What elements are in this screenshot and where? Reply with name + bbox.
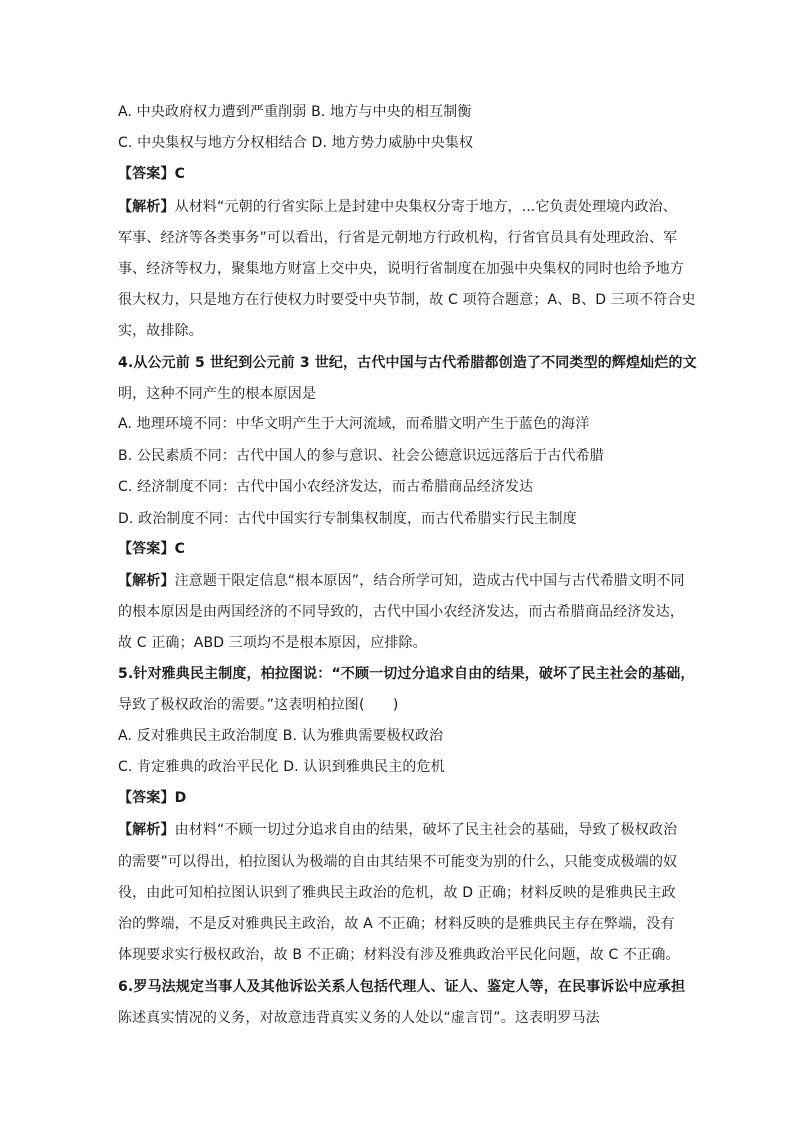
analysis-text: 注意题干限定信息“根本原因”，结合所学可知，造成古代中国与古代希腊文明不同 — [174, 573, 685, 589]
q4-option-d: D. 政治制度不同：古代中国实行专制集权制度，而古代希腊实行民主制度 — [118, 511, 577, 527]
q4-option-a: A. 地理环境不同：中华文明产生于大河流域，而希腊文明产生于蓝色的海洋 — [118, 416, 590, 432]
answer-value: D — [174, 790, 187, 806]
q3-option-ab: A. 中央政府权力遭到严重削弱 B. 地方与中央的相互制衡 — [118, 104, 472, 120]
q4-stem-line-1: 4.从公元前 5 世纪到公元前 3 世纪，古代中国与古代希腊都创造了不同类型的辉煌灿烂的文 — [118, 355, 697, 371]
answer-label: 【答案】 — [118, 790, 175, 806]
analysis-text: 由材料“不顾一切过分追求自由的结果，破坏了民主社会的基础，导致了极权政治 — [174, 822, 678, 838]
q5-analysis-line-1 — [118, 820, 688, 840]
answer-value: C — [174, 166, 186, 182]
q5-stem-line-1: 5.针对雅典民主制度，柏拉图说：“不顾一切过分追求自由的结果，破坏了民主社会的基础， — [118, 666, 695, 682]
q3-analysis-line-5: 实，故排除。 — [118, 323, 203, 339]
q5-analysis-line-2: 的需要”可以得出，柏拉图认为极端的自由其结果不可能变为别的什么，只能变成极端的奴 — [118, 854, 678, 870]
answer-label: 【答案】 — [118, 166, 175, 182]
q3-analysis-line-3: 事、经济等权力，聚集地方财富上交中央，说明行省制度在加强中央集权的同时也给予地方 — [118, 261, 684, 277]
answer-label: 【答案】 — [118, 541, 175, 557]
q3-answer — [118, 164, 688, 184]
q4-analysis-line-3: 故 C 正确；ABD 三项均不是根本原因，应排除。 — [118, 635, 427, 651]
q5-option-cd: C. 肯定雅典的政治平民化 D. 认识到雅典民主的危机 — [118, 759, 445, 775]
q3-analysis-line-2: 军事、经济等各类事务”可以看出，行省是元朝地方行政机构，行省官员具有处理政治、军 — [118, 230, 678, 246]
q3-analysis-line-1 — [118, 197, 688, 217]
q5-option-ab: A. 反对雅典民主政治制度 B. 认为雅典需要极权政治 — [118, 728, 444, 744]
q4-option-c: C. 经济制度不同：古代中国小农经济发达，而古希腊商品经济发达 — [118, 479, 534, 495]
q4-answer — [118, 539, 688, 559]
analysis-label: 【解析】 — [118, 573, 175, 589]
q5-analysis-line-4: 治的弊端，不是反对雅典民主政治，故 A 不正确；材料反映的是雅典民主存在弊端，没有 — [118, 916, 675, 932]
analysis-text: 从材料“元朝的行省实际上是封建中央集权分寄于地方，...它负责处理境内政治、 — [174, 199, 677, 215]
q4-option-b: B. 公民素质不同：古代中国人的参与意识、社会公德意识远远落后于古代希腊 — [118, 448, 604, 464]
q3-analysis-line-4: 很大权力，只是地方在行使权力时要受中央节制，故 C 项符合题意；A、B、D 三项不符合史 — [118, 292, 696, 308]
q4-stem-line-2: 明，这种不同产生的根本原因是 — [118, 386, 317, 402]
analysis-label: 【解析】 — [118, 822, 175, 838]
q4-analysis-line-1 — [118, 571, 688, 591]
q5-stem-line-2: 导致了极权政治的需要。”这表明柏拉图( ) — [118, 697, 399, 713]
answer-value: C — [174, 541, 186, 557]
q6-stem-line-1: 6.罗马法规定当事人及其他诉讼关系人包括代理人、证人、鉴定人等，在民事诉讼中应承担 — [118, 979, 686, 995]
q4-analysis-line-2: 的根本原因是由两国经济的不同导致的，古代中国小农经济发达，而古希腊商品经济发达， — [118, 604, 684, 620]
q6-stem-line-2: 陈述真实情况的义务，对故意违背真实义务的人处以“虚言罚”。这表明罗马法 — [118, 1010, 600, 1026]
q3-option-cd: C. 中央集权与地方分权相结合 D. 地方势力威胁中央集权 — [118, 135, 474, 151]
q5-analysis-line-3: 役，由此可知柏拉图认识到了雅典民主政治的危机，故 D 正确；材料反映的是雅典民主政 — [118, 885, 676, 901]
analysis-label: 【解析】 — [118, 199, 175, 215]
q5-answer — [118, 788, 688, 808]
q5-analysis-line-5: 体现要求实行极权政治，故 B 不正确；材料没有涉及雅典政治平民化问题，故 C 不正确。 — [118, 947, 680, 963]
